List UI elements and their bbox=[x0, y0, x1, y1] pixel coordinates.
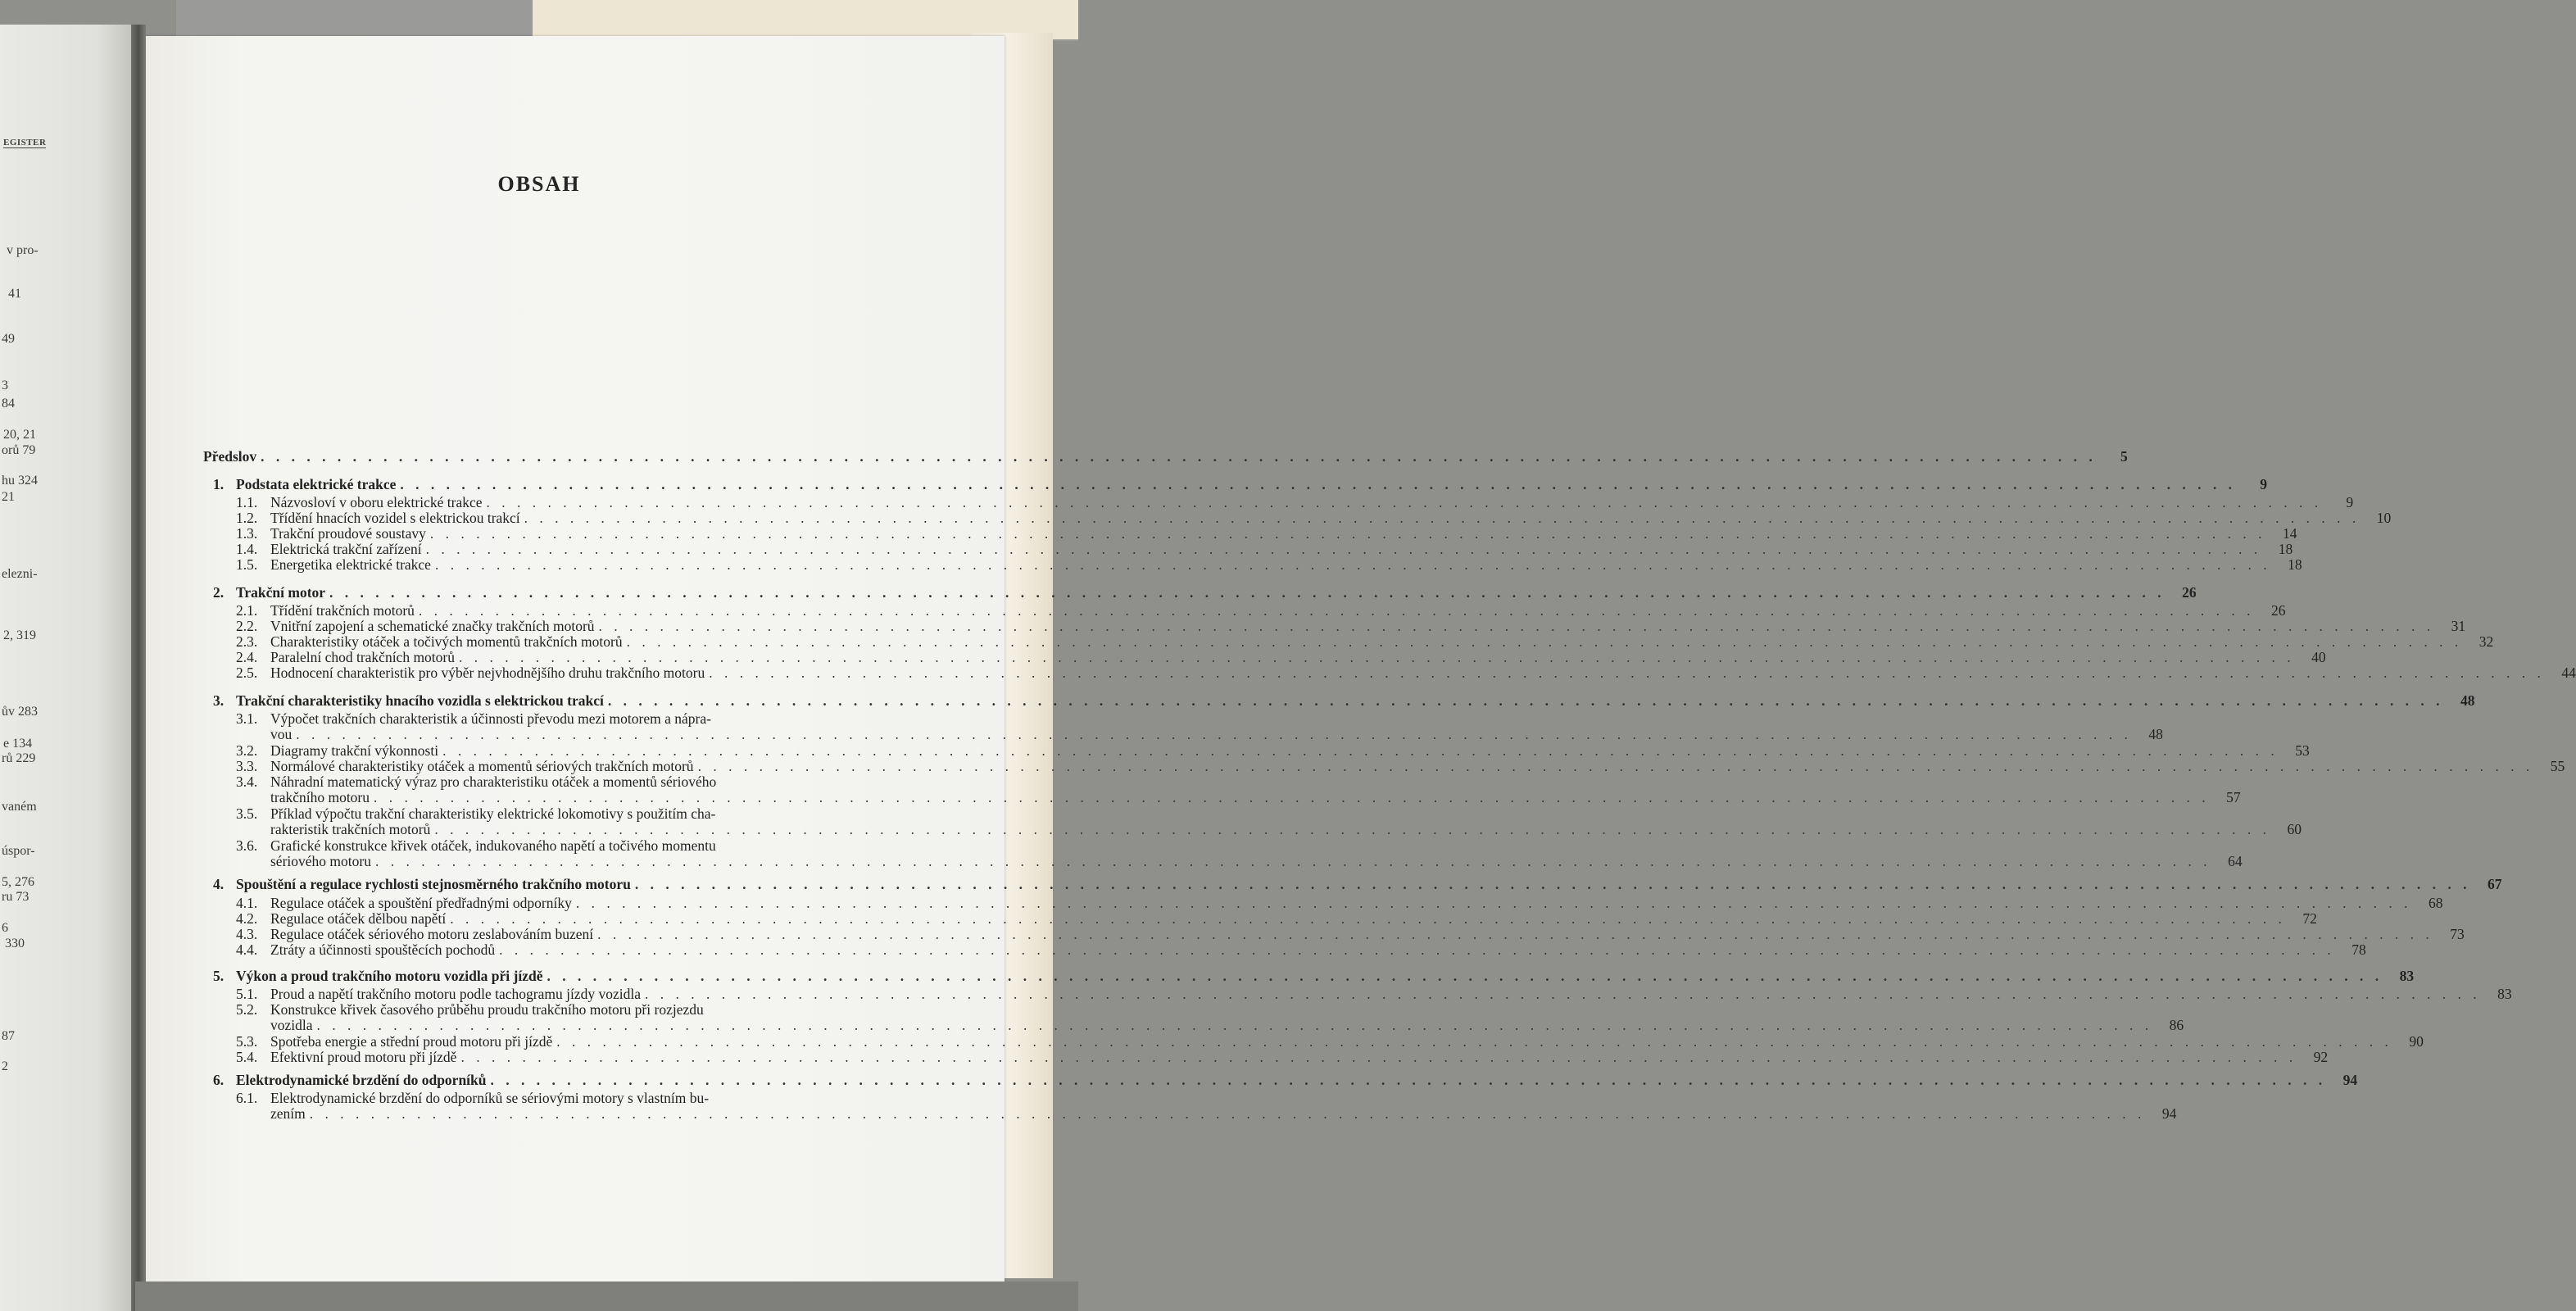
toc-title: Trakční proudové soustavy bbox=[270, 525, 426, 542]
toc-leader-dots: . . . . . . . . . . . . . . . . . . . . . . . . . . . . . . . . . . . . . . . . . . . . . . . . . . . . . . . . . . . . . . . . . . . . . . . . . . . . . . . . . . . . . . . . . . . . . . . . . . . . . . . . . . . . . . . . . . . . . . . . bbox=[425, 541, 2262, 557]
toc-title-continuation: zením bbox=[270, 1105, 306, 1122]
toc-leader-dots: . . . . . . . . . . . . . . . . . . . . . . . . . . . . . . . . . . . . . . . . . . . . . . . . . . . . . . . . . . . . . . . . . . . . . . . . . . . . . . . . . . . . . . . . . . . . . . . . . . . . . . . . . . . . . . . . . . . . . . . . bbox=[374, 853, 2211, 869]
toc-number: 1.5. bbox=[236, 556, 258, 573]
register-fragment: e 134 bbox=[3, 737, 33, 751]
toc-leader-dots: . . . . . . . . . . . . . . . . . . . . . . . . . . . . . . . . . . . . . . . . . . . . . . . . . . . . . . . . . . . . . . . . . . . . . . . . . . . . . . . . . . . . . . . . . . . . . . . . . . . . . . . . . . . . . . . . . . . . . . . . bbox=[575, 895, 2412, 911]
toc-leader-dots: . . . . . . . . . . . . . . . . . . . . . . . . . . . . . . . . . . . . . . . . . . . . . . . . . . . . . . . . . . . . . . . . . . . . . . . . . . . . . . . . . . . . . . . . . . . . . . . . . . . . . . . . . . . . . . . . . . . . . . . . bbox=[434, 821, 2270, 837]
toc-page-number: 83 bbox=[2497, 986, 2512, 1002]
toc-number: 1. bbox=[213, 476, 224, 492]
toc-title: Elektrická trakční zařízení bbox=[270, 541, 422, 557]
toc-number: 4.1. bbox=[236, 895, 258, 911]
toc-title-continuation: sériového motoru bbox=[270, 853, 371, 869]
toc-leader-dots: . . . . . . . . . . . . . . . . . . . . . . . . . . . . . . . . . . . . . . . . . . . . . . . . . . . . . . . . . . . . . . . . . . . . . . . . . . . . . . . . . . . . . . . . . . . . . . . . . . . . . . . . . . . . . . . . . . . . . . . . bbox=[697, 758, 2534, 774]
toc-title: Hodnocení charakteristik pro výběr nejvhodnějšího druhu trakčního motoru bbox=[270, 665, 705, 681]
toc-title: Náhradní matematický výraz pro charakteristiku otáček a momentů sériového bbox=[270, 773, 717, 790]
register-fragment: hu 324 bbox=[2, 474, 38, 488]
toc-page-number: 67 bbox=[2488, 876, 2502, 892]
toc-chapter-entry bbox=[213, 968, 2415, 984]
toc-number: 1.2. bbox=[236, 510, 258, 526]
toc-leader-dots: . . . . . . . . . . . . . . . . . . . . . . . . . . . . . . . . . . . . . . . . . . . . . . . . . . . . . . . . . . . . . . . . . . . . . . . . . . . . . . . . . . . . . . . . . . . . . . . . . . . . . . . . . . . . . . . . . . . . . . . . bbox=[626, 633, 2463, 650]
toc-title: Trakční motor bbox=[236, 584, 326, 601]
toc-leader-dots: . . . . . . . . . . . . . . . . . . . . . . . . . . . . . . . . . . . . . . . . . . . . . . . . . . . . . . . . . . . . . . . . . . . . . . . . . . . . . . . . . . . . . . . . . . . . . . . . . . . . . . . . . . . . . . . . . . . . . . . . bbox=[296, 726, 2132, 742]
toc-section-entry bbox=[236, 926, 2465, 942]
toc-number: 4. bbox=[213, 876, 224, 892]
register-fragment: 41 bbox=[8, 287, 21, 301]
toc-page-number: 86 bbox=[2169, 1017, 2184, 1033]
toc-page-number: 73 bbox=[2450, 926, 2465, 942]
toc-title: Regulace otáček sériového motoru zeslabováním buzení bbox=[270, 926, 594, 942]
toc-section-entry bbox=[236, 1090, 2177, 1122]
toc-page-number: 18 bbox=[2278, 541, 2293, 557]
toc-chapter-entry bbox=[213, 876, 2502, 892]
toc-chapter-entry bbox=[213, 1072, 2358, 1088]
toc-title: Výpočet trakčních charakteristik a účinnosti převodu mezi motorem a nápra- bbox=[270, 710, 711, 727]
toc-section-entry bbox=[236, 541, 2293, 557]
toc-page-number: 14 bbox=[2283, 525, 2297, 542]
toc-page-number: 26 bbox=[2182, 584, 2197, 601]
toc-section-entry bbox=[236, 941, 2366, 958]
toc-number: 3.2. bbox=[236, 742, 258, 759]
toc-page-number: 10 bbox=[2376, 510, 2392, 526]
toc-page-number: 9 bbox=[2260, 476, 2267, 492]
toc-page-number: 94 bbox=[2161, 1105, 2177, 1122]
toc-title: Třídění trakčních motorů bbox=[270, 602, 415, 619]
toc-page-number: 9 bbox=[2346, 494, 2354, 510]
toc-title: Vnitřní zapojení a schematické značky trakčních motorů bbox=[270, 618, 595, 634]
toc-section-entry bbox=[236, 665, 2576, 681]
register-fragment: 2 bbox=[2, 1059, 8, 1073]
toc-section-entry bbox=[236, 742, 2310, 759]
toc-title: Třídění hnacích vozidel s elektrickou trakcí bbox=[270, 510, 520, 526]
toc-page-number: 83 bbox=[2399, 968, 2415, 984]
toc-page-number: 40 bbox=[2311, 649, 2326, 665]
register-heading: EGISTER bbox=[3, 138, 47, 147]
toc-chapter-entry bbox=[213, 692, 2475, 709]
toc-leader-dots: . . . . . . . . . . . . . . . . . . . . . . . . . . . . . . . . . . . . . . . . . . . . . . . . . . . . . . . . . . . . . . . . . . . . . . . . . . . . . . . . . . . . . . . . . . . . . . . . . . . . . . . . . . . . . . . . . . . . . . . . bbox=[429, 525, 2266, 542]
toc-section-entry bbox=[236, 837, 2243, 869]
toc-chapter-entry bbox=[213, 584, 2197, 601]
toc-section-entry bbox=[236, 895, 2443, 911]
register-fragment: elezni- bbox=[2, 567, 38, 581]
toc-section-entry bbox=[236, 633, 2494, 650]
toc-title-continuation: vou bbox=[270, 726, 293, 742]
book-spine bbox=[131, 25, 146, 1311]
toc-leader-dots: . . . . . . . . . . . . . . . . . . . . . . . . . . . . . . . . . . . . . . . . . . . . . . . . . . . . . . . . . . . . . . . . . . . . . . . . . . . . . . . . . . . . . . . . . . . . . . . . . . . . . . . . . . . . . . . . . . . . . . . . bbox=[329, 584, 2166, 601]
toc-number: 4.3. bbox=[236, 926, 258, 942]
toc-title: Proud a napětí trakčního motoru podle tachogramu jízdy vozidla bbox=[270, 986, 641, 1002]
toc-chapter-entry bbox=[213, 476, 2267, 492]
toc-leader-dots: . . . . . . . . . . . . . . . . . . . . . . . . . . . . . . . . . . . . . . . . . . . . . . . . . . . . . . . . . . . . . . . . . . . . . . . . . . . . . . . . . . . . . . . . . . . . . . . . . . . . . . . . . . . . . . . . . . . . . . . . bbox=[442, 742, 2279, 759]
toc-page-number: 44 bbox=[2561, 665, 2576, 681]
toc-title: Paralelní chod trakčních motorů bbox=[270, 649, 455, 665]
toc-page-number: 55 bbox=[2550, 758, 2565, 774]
toc-section-entry bbox=[236, 494, 2354, 510]
register-fragment: ru 73 bbox=[2, 890, 29, 904]
toc-page-number: 26 bbox=[2271, 602, 2286, 619]
toc-section-entry bbox=[236, 773, 2241, 805]
toc-section-entry bbox=[236, 525, 2297, 542]
toc-leader-dots: . . . . . . . . . . . . . . . . . . . . . . . . . . . . . . . . . . . . . . . . . . . . . . . . . . . . . . . . . . . . . . . . . . . . . . . . . . . . . . . . . . . . . . . . . . . . . . . . . . . . . . . . . . . . . . . . . . . . . . . . bbox=[490, 1072, 2327, 1088]
toc-page-number: 18 bbox=[2288, 556, 2302, 573]
toc-section-entry bbox=[236, 758, 2565, 774]
toc-leader-dots: . . . . . . . . . . . . . . . . . . . . . . . . . . . . . . . . . . . . . . . . . . . . . . . . . . . . . . . . . . . . . . . . . . . . . . . . . . . . . . . . . . . . . . . . . . . . . . . . . . . . . . . . . . . . . . . . . . . . . . . . bbox=[597, 926, 2433, 942]
toc-page-number: 92 bbox=[2313, 1049, 2329, 1065]
toc-title-continuation: trakčního motoru bbox=[270, 789, 370, 805]
register-fragment: orů 79 bbox=[2, 443, 36, 457]
toc-title: Normálové charakteristiky otáček a momentů sériových trakčních motorů bbox=[270, 758, 694, 774]
toc-number: 3.3. bbox=[236, 758, 258, 774]
toc-leader-dots: . . . . . . . . . . . . . . . . . . . . . . . . . . . . . . . . . . . . . . . . . . . . . . . . . . . . . . . . . . . . . . . . . . . . . . . . . . . . . . . . . . . . . . . . . . . . . . . . . . . . . . . . . . . . . . . . . . . . . . . . bbox=[644, 986, 2481, 1002]
toc-title: Diagramy trakční výkonnosti bbox=[270, 742, 439, 759]
toc-number: 5.1. bbox=[236, 986, 258, 1002]
toc-number: 2.3. bbox=[236, 633, 258, 650]
book-bottom-edge bbox=[135, 1282, 1078, 1311]
toc-leader-dots: . . . . . . . . . . . . . . . . . . . . . . . . . . . . . . . . . . . . . . . . . . . . . . . . . . . . . . . . . . . . . . . . . . . . . . . . . . . . . . . . . . . . . . . . . . . . . . . . . . . . . . . . . . . . . . . . . . . . . . . . bbox=[499, 941, 2335, 958]
register-fragment: 21 bbox=[2, 490, 15, 504]
toc-title: Energetika elektrické trakce bbox=[270, 556, 431, 573]
page-title: OBSAH bbox=[497, 172, 581, 196]
toc-leader-dots: . . . . . . . . . . . . . . . . . . . . . . . . . . . . . . . . . . . . . . . . . . . . . . . . . . . . . . . . . . . . . . . . . . . . . . . . . . . . . . . . . . . . . . . . . . . . . . . . . . . . . . . . . . . . . . . . . . . . . . . . bbox=[598, 618, 2435, 634]
toc-number: 5.2. bbox=[236, 1001, 258, 1018]
register-fragment: 84 bbox=[2, 397, 15, 411]
toc-title: Regulace otáček a spouštění předřadnými odporníky bbox=[270, 895, 572, 911]
toc-title: Spouštění a regulace rychlosti stejnosměrného trakčního motoru bbox=[236, 876, 631, 892]
toc-leader-dots: . . . . . . . . . . . . . . . . . . . . . . . . . . . . . . . . . . . . . . . . . . . . . . . . . . . . . . . . . . . . . . . . . . . . . . . . . . . . . . . . . . . . . . . . . . . . . . . . . . . . . . . . . . . . . . . . . . . . . . . . bbox=[459, 649, 2295, 665]
toc-section-entry bbox=[236, 649, 2326, 665]
toc-leader-dots: . . . . . . . . . . . . . . . . . . . . . . . . . . . . . . . . . . . . . . . . . . . . . . . . . . . . . . . . . . . . . . . . . . . . . . . . . . . . . . . . . . . . . . . . . . . . . . . . . . . . . . . . . . . . . . . . . . . . . . . . bbox=[486, 494, 2323, 510]
left-page bbox=[0, 25, 139, 1311]
toc-title-continuation: vozidla bbox=[270, 1017, 313, 1033]
toc-page-number: 90 bbox=[2409, 1033, 2424, 1050]
toc-leader-dots: . . . . . . . . . . . . . . . . . . . . . . . . . . . . . . . . . . . . . . . . . . . . . . . . . . . . . . . . . . . . . . . . . . . . . . . . . . . . . . . . . . . . . . . . . . . . . . . . . . . . . . . . . . . . . . . . . . . . . . . . bbox=[460, 1049, 2297, 1065]
toc-page-number: 78 bbox=[2352, 941, 2366, 958]
register-fragment: ův 283 bbox=[2, 705, 38, 719]
toc-title: Elektrodynamické brzdění do odporníků se sériovými motory s vlastním bu- bbox=[270, 1090, 710, 1106]
toc-title: Spotřeba energie a střední proud motoru při jízdě bbox=[270, 1033, 553, 1050]
toc-section-entry bbox=[236, 910, 2317, 927]
toc-number: 4.2. bbox=[236, 910, 258, 927]
toc-page-number: 31 bbox=[2451, 618, 2466, 634]
toc-section-entry bbox=[236, 556, 2302, 573]
toc-leader-dots: . . . . . . . . . . . . . . . . . . . . . . . . . . . . . . . . . . . . . . . . . . . . . . . . . . . . . . . . . . . . . . . . . . . . . . . . . . . . . . . . . . . . . . . . . . . . . . . . . . . . . . . . . . . . . . . . . . . . . . . . bbox=[556, 1033, 2392, 1050]
toc-title: Regulace otáček dělbou napětí bbox=[270, 910, 447, 927]
register-fragment: 20, 21 bbox=[3, 428, 36, 442]
toc-page-number: 57 bbox=[2226, 789, 2241, 805]
toc-number: 5.4. bbox=[236, 1049, 258, 1065]
register-fragment: 330 bbox=[5, 937, 25, 950]
toc-title: Příklad výpočtu trakční charakteristiky elektrické lokomotivy s použitím cha- bbox=[270, 805, 716, 822]
toc-title-continuation: rakteristik trakčních motorů bbox=[270, 821, 431, 837]
toc-title: Charakteristiky otáček a točivých momentů trakčních motorů bbox=[270, 633, 623, 650]
toc-number: 3.4. bbox=[236, 773, 258, 790]
toc-title: Elektrodynamické brzdění do odporníků bbox=[236, 1072, 487, 1088]
toc-page-number: 94 bbox=[2342, 1072, 2358, 1088]
toc-leader-dots: . . . . . . . . . . . . . . . . . . . . . . . . . . . . . . . . . . . . . . . . . . . . . . . . . . . . . . . . . . . . . . . . . . . . . . . . . . . . . . . . . . . . . . . . . . . . . . . . . . . . . . . . . . . . . . . . . . . . . . . . bbox=[607, 692, 2444, 709]
toc-title: Podstata elektrické trakce bbox=[236, 476, 397, 492]
toc-number: 6. bbox=[213, 1072, 224, 1088]
toc-leader-dots: . . . . . . . . . . . . . . . . . . . . . . . . . . . . . . . . . . . . . . . . . . . . . . . . . . . . . . . . . . . . . . . . . . . . . . . . . . . . . . . . . . . . . . . . . . . . . . . . . . . . . . . . . . . . . . . . . . . . . . . . bbox=[374, 789, 2210, 805]
register-fragment: 3 bbox=[2, 379, 8, 392]
toc-section-entry bbox=[236, 1049, 2329, 1065]
register-fragment: rů 229 bbox=[2, 751, 36, 765]
toc-number: 2.4. bbox=[236, 649, 258, 665]
toc-leader-dots: . . . . . . . . . . . . . . . . . . . . . . . . . . . . . . . . . . . . . . . . . . . . . . . . . . . . . . . . . . . . . . . . . . . . . . . . . . . . . . . . . . . . . . . . . . . . . . . . . . . . . . . . . . . . . . . . . . . . . . . . bbox=[400, 476, 2236, 492]
toc-number: 2.2. bbox=[236, 618, 258, 634]
register-fragment: 87 bbox=[2, 1029, 15, 1043]
toc-title: Výkon a proud trakčního motoru vozidla při jízdě bbox=[236, 968, 543, 984]
toc-leader-dots: . . . . . . . . . . . . . . . . . . . . . . . . . . . . . . . . . . . . . . . . . . . . . . . . . . . . . . . . . . . . . . . . . . . . . . . . . . . . . . . . . . . . . . . . . . . . . . . . . . . . . . . . . . . . . . . . . . . . . . . . bbox=[709, 665, 2545, 681]
toc-page-number: 48 bbox=[2460, 692, 2475, 709]
toc-leader-dots: . . . . . . . . . . . . . . . . . . . . . . . . . . . . . . . . . . . . . . . . . . . . . . . . . . . . . . . . . . . . . . . . . . . . . . . . . . . . . . . . . . . . . . . . . . . . . . . . . . . . . . . . . . . . . . . . . . . . . . . . bbox=[316, 1017, 2153, 1033]
toc-leader-dots: . . . . . . . . . . . . . . . . . . . . . . . . . . . . . . . . . . . . . . . . . . . . . . . . . . . . . . . . . . . . . . . . . . . . . . . . . . . . . . . . . . . . . . . . . . . . . . . . . . . . . . . . . . . . . . . . . . . . . . . . bbox=[634, 876, 2471, 892]
register-fragment: úspor- bbox=[2, 844, 35, 858]
toc-title: Předslov bbox=[203, 448, 257, 465]
toc-title: Konstrukce křivek časového průběhu proudu trakčního motoru při rozjezdu bbox=[270, 1001, 704, 1018]
toc-section-entry bbox=[236, 602, 2286, 619]
toc-page-number: 68 bbox=[2429, 895, 2443, 911]
toc-number: 3.6. bbox=[236, 837, 258, 854]
toc-number: 3.1. bbox=[236, 710, 258, 727]
toc-leader-dots: . . . . . . . . . . . . . . . . . . . . . . . . . . . . . . . . . . . . . . . . . . . . . . . . . . . . . . . . . . . . . . . . . . . . . . . . . . . . . . . . . . . . . . . . . . . . . . . . . . . . . . . . . . . . . . . . . . . . . . . . bbox=[261, 448, 2097, 465]
toc-section-entry bbox=[236, 710, 2163, 742]
toc-leader-dots: . . . . . . . . . . . . . . . . . . . . . . . . . . . . . . . . . . . . . . . . . . . . . . . . . . . . . . . . . . . . . . . . . . . . . . . . . . . . . . . . . . . . . . . . . . . . . . . . . . . . . . . . . . . . . . . . . . . . . . . . bbox=[524, 510, 2361, 526]
toc-number: 3. bbox=[213, 692, 224, 709]
toc-section-entry bbox=[236, 618, 2466, 634]
toc-page-number: 48 bbox=[2148, 726, 2163, 742]
toc-preface-entry bbox=[203, 448, 2128, 465]
toc-title: Trakční charakteristiky hnacího vozidla s elektrickou trakcí bbox=[236, 692, 604, 709]
toc-page-number: 5 bbox=[2120, 448, 2128, 465]
toc-page-number: 72 bbox=[2302, 910, 2317, 927]
toc-page-number: 64 bbox=[2228, 853, 2243, 869]
register-fragment: 49 bbox=[2, 332, 15, 346]
toc-page-number: 60 bbox=[2287, 821, 2302, 837]
register-fragment: 2, 319 bbox=[3, 628, 36, 642]
toc-number: 2.1. bbox=[236, 602, 258, 619]
toc-page-number: 32 bbox=[2478, 633, 2494, 650]
toc-number: 3.5. bbox=[236, 805, 258, 822]
toc-title: Názvosloví v oboru elektrické trakce bbox=[270, 494, 483, 510]
toc-section-entry bbox=[236, 510, 2392, 526]
toc-section-entry bbox=[236, 1033, 2424, 1050]
toc-number: 1.4. bbox=[236, 541, 258, 557]
toc-page-number: 53 bbox=[2295, 742, 2310, 759]
toc-title: Grafické konstrukce křivek otáček, indukovaného napětí a točivého momentu bbox=[270, 837, 716, 854]
toc-leader-dots: . . . . . . . . . . . . . . . . . . . . . . . . . . . . . . . . . . . . . . . . . . . . . . . . . . . . . . . . . . . . . . . . . . . . . . . . . . . . . . . . . . . . . . . . . . . . . . . . . . . . . . . . . . . . . . . . . . . . . . . . bbox=[450, 910, 2286, 927]
toc-number: 2.5. bbox=[236, 665, 258, 681]
toc-leader-dots: . . . . . . . . . . . . . . . . . . . . . . . . . . . . . . . . . . . . . . . . . . . . . . . . . . . . . . . . . . . . . . . . . . . . . . . . . . . . . . . . . . . . . . . . . . . . . . . . . . . . . . . . . . . . . . . . . . . . . . . . bbox=[418, 602, 2255, 619]
toc-number: 6.1. bbox=[236, 1090, 258, 1106]
toc-number: 2. bbox=[213, 584, 224, 601]
toc-number: 1.1. bbox=[236, 494, 258, 510]
toc-leader-dots: . . . . . . . . . . . . . . . . . . . . . . . . . . . . . . . . . . . . . . . . . . . . . . . . . . . . . . . . . . . . . . . . . . . . . . . . . . . . . . . . . . . . . . . . . . . . . . . . . . . . . . . . . . . . . . . . . . . . . . . . bbox=[546, 968, 2383, 984]
toc-title: Ztráty a účinnosti spouštěcích pochodů bbox=[270, 941, 496, 958]
toc-number: 4.4. bbox=[236, 941, 258, 958]
toc-section-entry bbox=[236, 986, 2512, 1002]
register-fragment: 6 bbox=[2, 921, 8, 935]
toc-title: Efektivní proud motoru při jízdě bbox=[270, 1049, 457, 1065]
toc-leader-dots: . . . . . . . . . . . . . . . . . . . . . . . . . . . . . . . . . . . . . . . . . . . . . . . . . . . . . . . . . . . . . . . . . . . . . . . . . . . . . . . . . . . . . . . . . . . . . . . . . . . . . . . . . . . . . . . . . . . . . . . . bbox=[434, 556, 2271, 573]
toc-number: 5.3. bbox=[236, 1033, 258, 1050]
toc-number: 5. bbox=[213, 968, 224, 984]
toc-leader-dots: . . . . . . . . . . . . . . . . . . . . . . . . . . . . . . . . . . . . . . . . . . . . . . . . . . . . . . . . . . . . . . . . . . . . . . . . . . . . . . . . . . . . . . . . . . . . . . . . . . . . . . . . . . . . . . . . . . . . . . . . bbox=[309, 1105, 2146, 1122]
toc-section-entry bbox=[236, 1001, 2184, 1033]
register-fragment: v pro- bbox=[7, 243, 39, 257]
toc-section-entry bbox=[236, 805, 2302, 837]
toc-number: 1.3. bbox=[236, 525, 258, 542]
register-fragment: vaném bbox=[2, 800, 37, 814]
register-fragment: 5, 276 bbox=[2, 875, 34, 889]
